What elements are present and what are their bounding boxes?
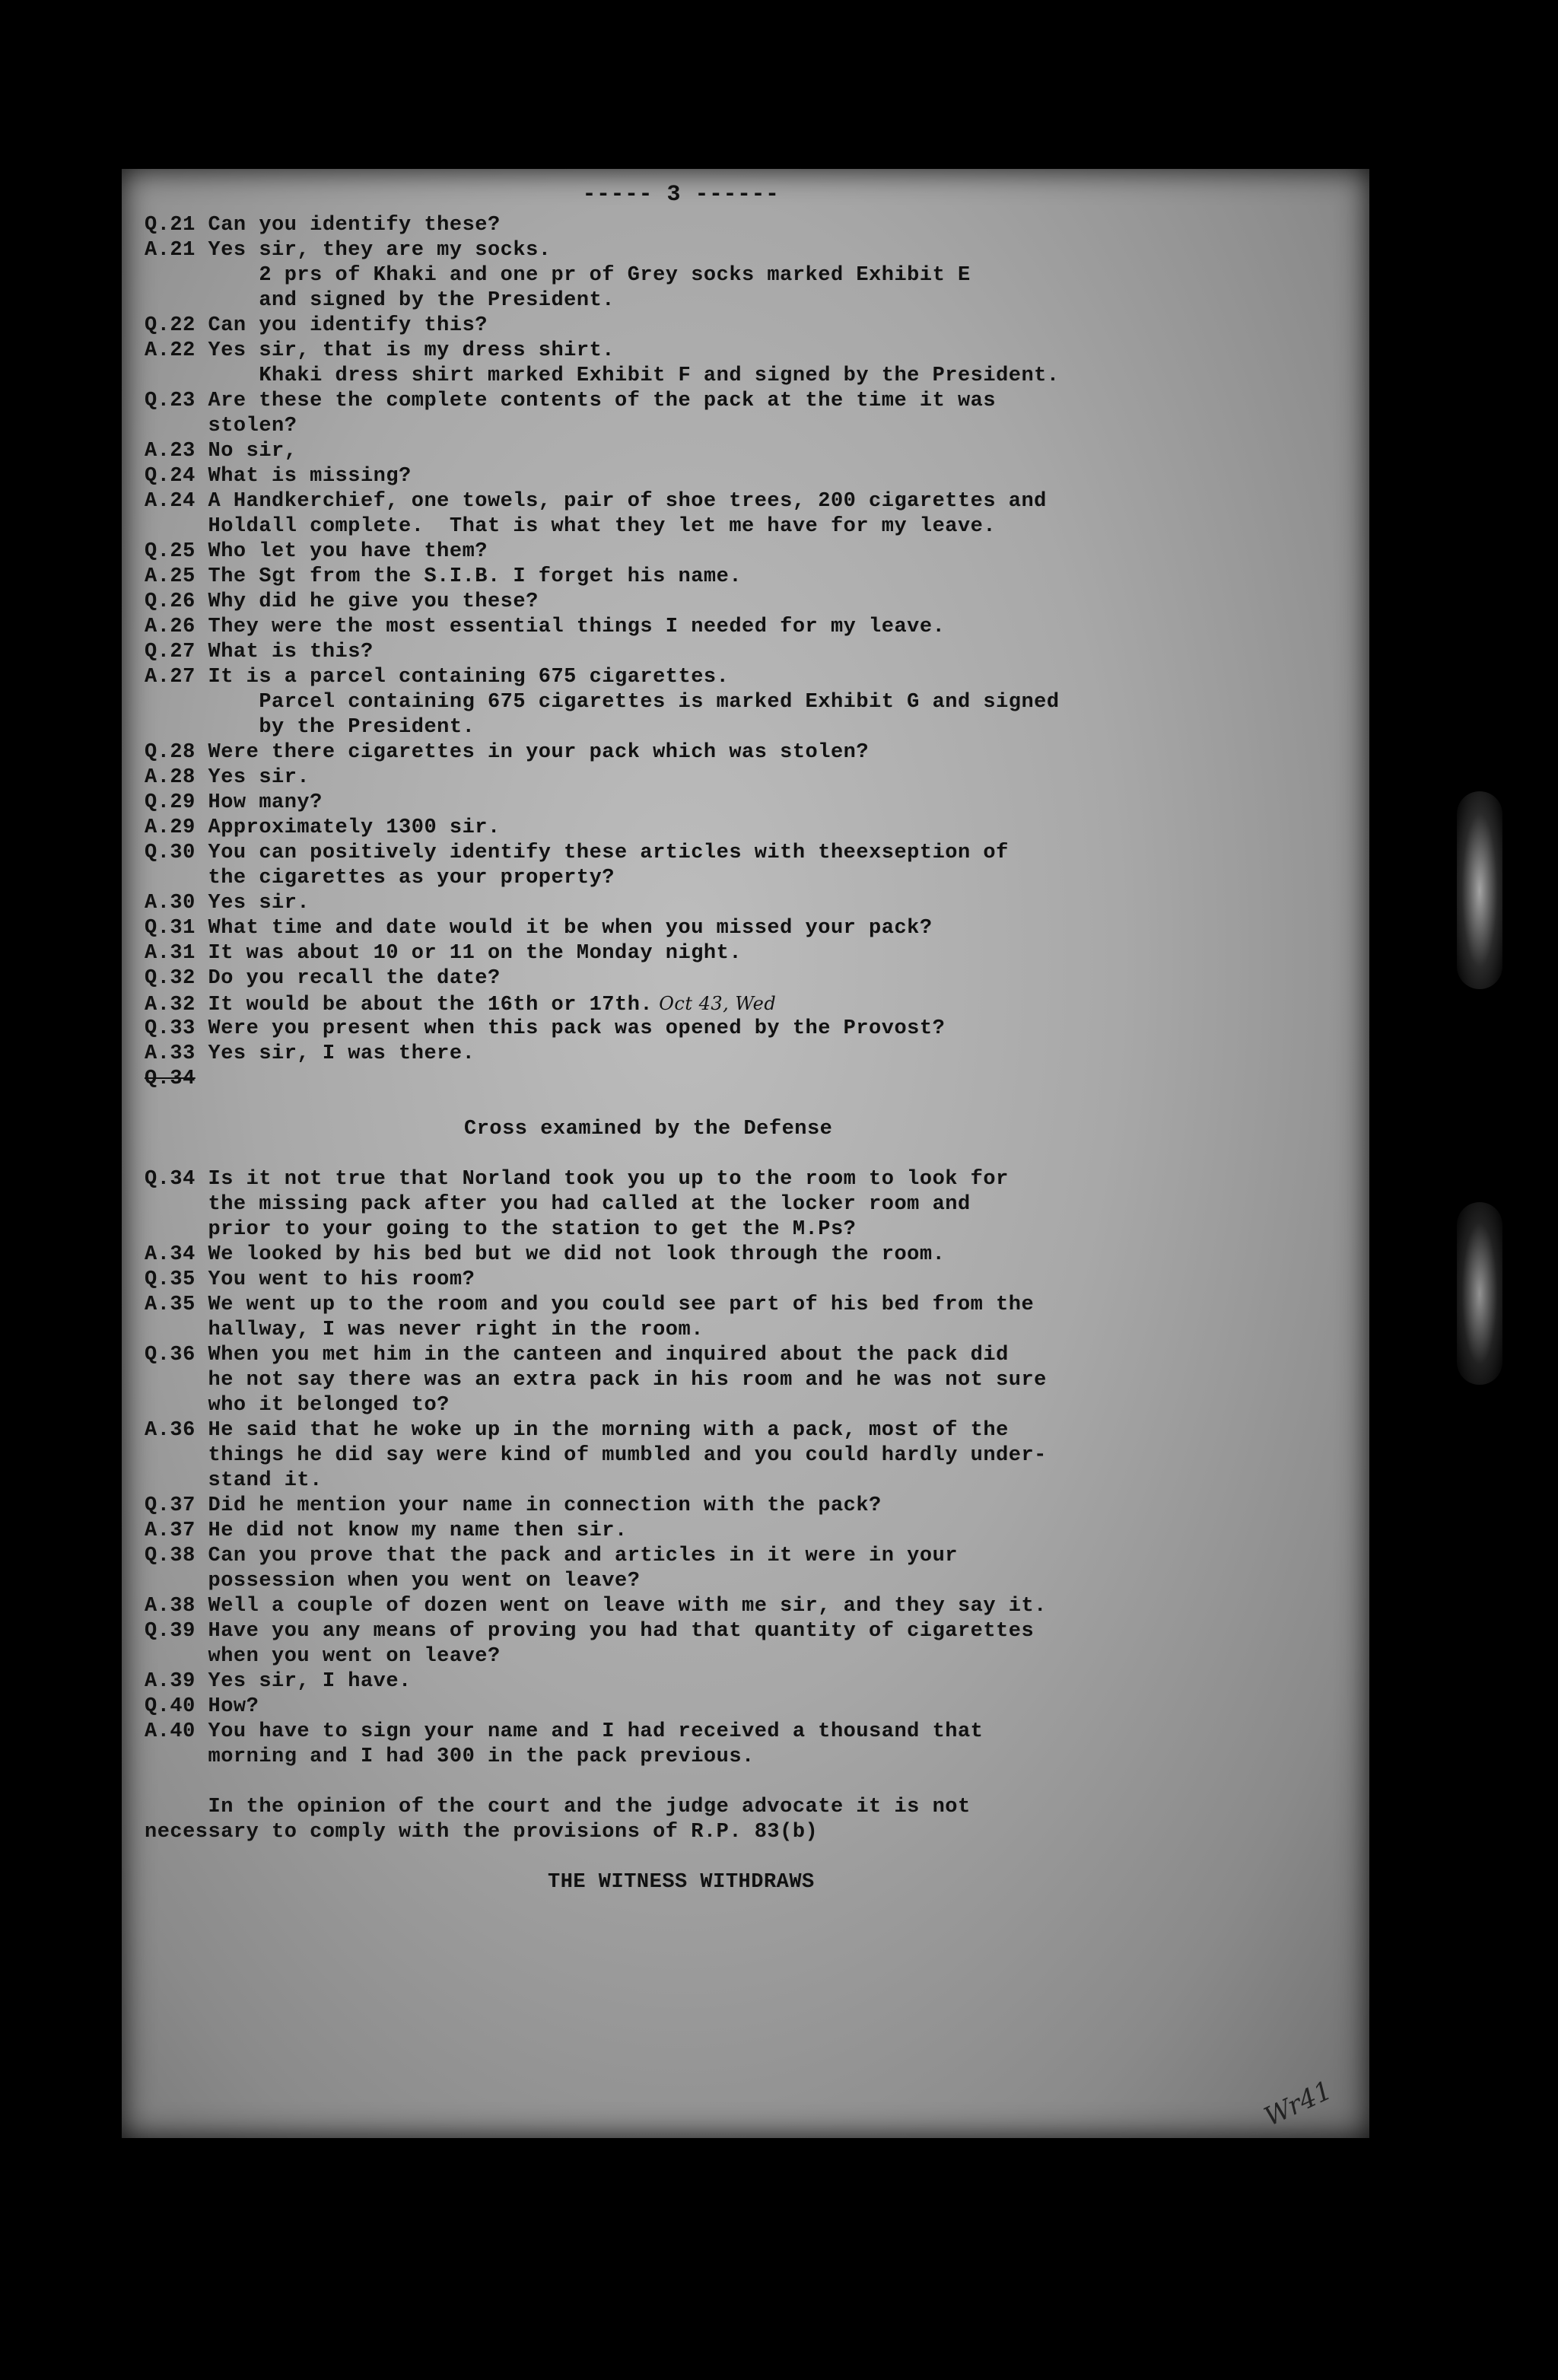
transcript-line: Q.36 When you met him in the canteen and inquired about the pack did — [145, 1344, 1009, 1367]
transcript-line: A.37 He did not know my name then sir. — [145, 1519, 628, 1542]
closing-paragraph — [145, 1795, 1369, 1845]
handwritten-signature: Wr41 — [1259, 2075, 1337, 2133]
scan-glare — [1457, 1202, 1502, 1385]
examination-block — [145, 213, 1369, 1067]
transcript-line: stand it. — [145, 1469, 323, 1492]
transcript-line: Khaki dress shirt marked Exhibit F and signed by the President. — [145, 364, 1060, 387]
transcript-line: A.21 Yes sir, they are my socks. — [145, 239, 552, 262]
transcript-line: Q.38 Can you prove that the pack and articles in it were in your — [145, 1545, 958, 1567]
transcript-line: A.22 Yes sir, that is my dress shirt. — [145, 339, 615, 362]
struck-line: Q.34 — [145, 1068, 196, 1090]
transcript-line: A.31 It was about 10 or 11 on the Monday night. — [145, 942, 742, 965]
transcript-line: the missing pack after you had called at the locker room and — [145, 1193, 971, 1216]
transcript-line: Q.29 How many? — [145, 791, 323, 814]
transcript-line: Q.25 Who let you have them? — [145, 540, 488, 563]
page-number: ----- 3 ------ — [582, 182, 780, 208]
transcript-line: hallway, I was never right in the room. — [145, 1319, 704, 1341]
transcript-line: Q.26 Why did he give you these? — [145, 590, 539, 613]
transcript-line: A.25 The Sgt from the S.I.B. I forget his name. — [145, 565, 742, 588]
witness-withdraws: THE WITNESS WITHDRAWS — [548, 1871, 815, 1894]
transcript-line: Q.40 How? — [145, 1695, 259, 1718]
cross-heading: Cross examined by the Defense — [464, 1118, 833, 1141]
transcript-line: the cigarettes as your property? — [145, 867, 615, 889]
transcript-line: A.28 Yes sir. — [145, 766, 310, 789]
transcript-line: A.23 No sir, — [145, 440, 297, 463]
transcript-line: morning and I had 300 in the pack previous. — [145, 1745, 755, 1768]
transcript-line: 2 prs of Khaki and one pr of Grey socks marked Exhibit E — [145, 264, 971, 287]
transcript-line: Q.39 Have you any means of proving you had that quantity of cigarettes — [145, 1620, 1035, 1643]
transcript-line: Q.27 What is this? — [145, 641, 374, 663]
transcript-line: when you went on leave? — [145, 1645, 501, 1668]
transcript-line: Q.32 Do you recall the date? — [145, 967, 501, 990]
transcript-line: and signed by the President. — [145, 289, 615, 312]
handwritten-note: Oct 43, Wed — [653, 993, 777, 1014]
transcript-line: stolen? — [145, 415, 297, 438]
transcript-line: A.38 Well a couple of dozen went on leave with me sir, and they say it. — [145, 1595, 1047, 1618]
transcript-line: by the President. — [145, 716, 475, 739]
transcript-line: Q.22 Can you identify this? — [145, 314, 488, 337]
transcript-line: A.30 Yes sir. — [145, 892, 310, 915]
transcript-line: A.26 They were the most essential things I needed for my leave. — [145, 616, 946, 638]
transcript-line: possession when you went on leave? — [145, 1570, 641, 1592]
cross-examination-block — [145, 1167, 1369, 1770]
transcript-line: Q.35 You went to his room? — [145, 1268, 475, 1291]
transcript-line: A.35 We went up to the room and you could see part of his bed from the — [145, 1293, 1035, 1316]
transcript-line: Q.34 Is it not true that Norland took you up to the room to look for — [145, 1168, 1009, 1191]
transcript-line: Parcel containing 675 cigarettes is marked Exhibit G and signed — [145, 691, 1060, 714]
transcript-line: A.40 You have to sign your name and I had received a thousand that — [145, 1720, 984, 1743]
transcript-line: Q.33 Were you present when this pack was opened by the Provost? — [145, 1017, 946, 1040]
transcript-line: Q.24 What is missing? — [145, 465, 412, 488]
transcript-line: Q.30 You can positively identify these articles with theexseption of — [145, 842, 1009, 864]
closing-line: necessary to comply with the provisions of R.P. 83(b) — [145, 1821, 819, 1844]
closing-line: In the opinion of the court and the judge advocate it is not — [145, 1796, 971, 1818]
transcript-line: Q.21 Can you identify these? — [145, 214, 501, 237]
transcript-line: who it belonged to? — [145, 1394, 450, 1417]
typed-transcript — [145, 183, 1369, 1895]
transcript-line: A.32 It would be about the 16th or 17th. Oct 43, Wed — [145, 993, 777, 1017]
transcript-line: things he did say were kind of mumbled and you could hardly under- — [145, 1444, 1047, 1467]
transcript-line: A.34 We looked by his bed but we did not look through the room. — [145, 1243, 946, 1266]
transcript-line: A.24 A Handkerchief, one towels, pair of shoe trees, 200 cigarettes and — [145, 490, 1047, 513]
transcript-line: prior to your going to the station to get the M.Ps? — [145, 1218, 857, 1241]
transcript-line: Q.28 Were there cigarettes in your pack which was stolen? — [145, 741, 870, 764]
transcript-line: A.39 Yes sir, I have. — [145, 1670, 412, 1693]
transcript-line: Holdall complete. That is what they let me have for my leave. — [145, 515, 997, 538]
transcript-line: A.36 He said that he woke up in the morning with a pack, most of the — [145, 1419, 1009, 1442]
scan-glare — [1457, 791, 1502, 989]
transcript-line: A.29 Approximately 1300 sir. — [145, 816, 501, 839]
transcript-line: Q.31 What time and date would it be when you missed your pack? — [145, 917, 933, 940]
transcript-line: he not say there was an extra pack in his room and he was not sure — [145, 1369, 1047, 1392]
transcript-line: A.27 It is a parcel containing 675 cigarettes. — [145, 666, 730, 689]
transcript-line: A.33 Yes sir, I was there. — [145, 1042, 475, 1065]
transcript-line: Q.37 Did he mention your name in connection with the pack? — [145, 1494, 882, 1517]
transcript-line: Q.23 Are these the complete contents of the pack at the time it was — [145, 390, 997, 412]
